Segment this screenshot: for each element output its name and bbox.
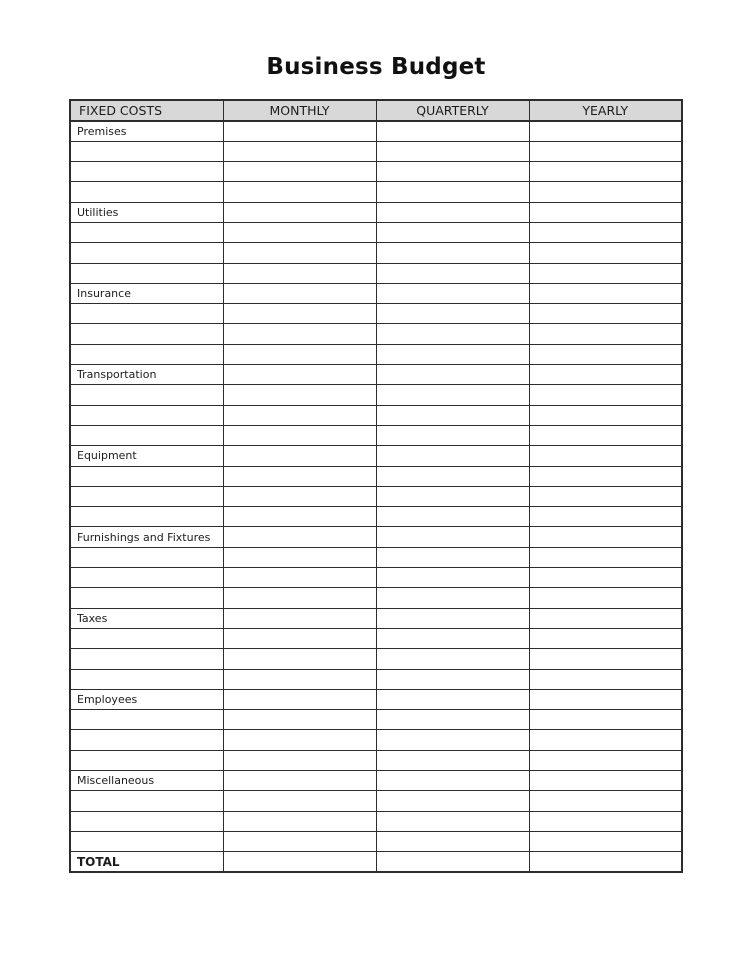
page-title: Business Budget [266, 54, 486, 80]
table-row [70, 121, 682, 141]
quarterly-value-cell[interactable] [376, 588, 529, 608]
monthly-value-cell[interactable] [223, 121, 376, 141]
table-row [70, 689, 682, 709]
table-row [70, 202, 682, 222]
quarterly-value-cell[interactable] [376, 750, 529, 770]
item-label-cell[interactable] [70, 791, 223, 811]
item-label-cell[interactable] [70, 304, 223, 324]
table-row [70, 608, 682, 628]
table-row [70, 324, 682, 344]
quarterly-value-cell[interactable] [376, 628, 529, 648]
monthly-value-cell[interactable] [223, 304, 376, 324]
table-row [70, 222, 682, 242]
item-label-cell[interactable] [70, 486, 223, 506]
monthly-value-cell[interactable] [223, 243, 376, 263]
quarterly-value-cell[interactable] [376, 527, 529, 547]
item-label-cell[interactable] [70, 628, 223, 648]
monthly-value-cell[interactable] [223, 385, 376, 405]
quarterly-value-cell[interactable] [376, 405, 529, 425]
table-row [70, 344, 682, 364]
yearly-value-cell[interactable] [529, 405, 682, 425]
table-row [70, 771, 682, 791]
quarterly-value-cell[interactable] [376, 283, 529, 303]
monthly-value-cell[interactable] [223, 283, 376, 303]
item-label-cell[interactable] [70, 507, 223, 527]
monthly-value-cell[interactable] [223, 405, 376, 425]
quarterly-value-cell[interactable] [376, 710, 529, 730]
category-label-cell: Taxes [70, 608, 223, 628]
quarterly-value-cell[interactable] [376, 852, 529, 872]
quarterly-value-cell[interactable] [376, 791, 529, 811]
table-row [70, 750, 682, 770]
quarterly-value-cell[interactable] [376, 547, 529, 567]
table-row [70, 588, 682, 608]
column-header-monthly: MONTHLY [223, 100, 376, 121]
quarterly-value-cell[interactable] [376, 689, 529, 709]
yearly-value-cell[interactable] [529, 588, 682, 608]
category-label-cell: Premises [70, 121, 223, 141]
category-label-cell: Miscellaneous [70, 771, 223, 791]
quarterly-value-cell[interactable] [376, 202, 529, 222]
table-row [70, 243, 682, 263]
item-label-cell[interactable] [70, 730, 223, 750]
monthly-value-cell[interactable] [223, 466, 376, 486]
yearly-value-cell[interactable] [529, 730, 682, 750]
item-label-cell[interactable] [70, 588, 223, 608]
yearly-value-cell[interactable] [529, 689, 682, 709]
quarterly-value-cell[interactable] [376, 182, 529, 202]
monthly-value-cell[interactable] [223, 771, 376, 791]
quarterly-value-cell[interactable] [376, 385, 529, 405]
monthly-value-cell[interactable] [223, 649, 376, 669]
yearly-value-cell[interactable] [529, 486, 682, 506]
category-label-cell: Employees [70, 689, 223, 709]
yearly-value-cell[interactable] [529, 121, 682, 141]
table-row [70, 710, 682, 730]
monthly-value-cell[interactable] [223, 568, 376, 588]
yearly-value-cell[interactable] [529, 750, 682, 770]
quarterly-value-cell[interactable] [376, 243, 529, 263]
quarterly-value-cell[interactable] [376, 222, 529, 242]
monthly-value-cell[interactable] [223, 446, 376, 466]
table-row [70, 162, 682, 182]
item-label-cell[interactable] [70, 263, 223, 283]
yearly-value-cell[interactable] [529, 791, 682, 811]
header-row [70, 100, 682, 121]
monthly-value-cell[interactable] [223, 486, 376, 506]
table-row [70, 304, 682, 324]
monthly-value-cell[interactable] [223, 588, 376, 608]
monthly-value-cell[interactable] [223, 628, 376, 648]
table-row [70, 446, 682, 466]
yearly-value-cell[interactable] [529, 202, 682, 222]
quarterly-value-cell[interactable] [376, 466, 529, 486]
table-row [70, 811, 682, 831]
table-row [70, 182, 682, 202]
yearly-value-cell[interactable] [529, 324, 682, 344]
category-label-cell: Utilities [70, 202, 223, 222]
yearly-value-cell[interactable] [529, 425, 682, 445]
quarterly-value-cell[interactable] [376, 304, 529, 324]
monthly-value-cell[interactable] [223, 425, 376, 445]
yearly-value-cell[interactable] [529, 527, 682, 547]
quarterly-value-cell[interactable] [376, 507, 529, 527]
table-row [70, 283, 682, 303]
monthly-value-cell[interactable] [223, 162, 376, 182]
monthly-value-cell[interactable] [223, 689, 376, 709]
monthly-value-cell[interactable] [223, 547, 376, 567]
monthly-value-cell[interactable] [223, 750, 376, 770]
monthly-value-cell[interactable] [223, 791, 376, 811]
table-row [70, 385, 682, 405]
yearly-value-cell[interactable] [529, 710, 682, 730]
table-row [70, 628, 682, 648]
item-label-cell[interactable] [70, 669, 223, 689]
item-label-cell[interactable] [70, 710, 223, 730]
table-row [70, 263, 682, 283]
table-row [70, 466, 682, 486]
yearly-value-cell[interactable] [529, 628, 682, 648]
column-header-quarterly: QUARTERLY [376, 100, 529, 121]
quarterly-value-cell[interactable] [376, 608, 529, 628]
quarterly-value-cell[interactable] [376, 831, 529, 851]
quarterly-value-cell[interactable] [376, 771, 529, 791]
table-row [70, 730, 682, 750]
item-label-cell[interactable] [70, 649, 223, 669]
quarterly-value-cell[interactable] [376, 263, 529, 283]
yearly-value-cell[interactable] [529, 283, 682, 303]
yearly-value-cell[interactable] [529, 222, 682, 242]
yearly-value-cell[interactable] [529, 811, 682, 831]
budget-table-body [70, 121, 682, 872]
column-header-fixed-costs: FIXED COSTS [70, 100, 223, 121]
item-label-cell[interactable] [70, 568, 223, 588]
table-row [70, 405, 682, 425]
monthly-value-cell[interactable] [223, 182, 376, 202]
quarterly-value-cell[interactable] [376, 344, 529, 364]
yearly-value-cell[interactable] [529, 507, 682, 527]
monthly-value-cell[interactable] [223, 365, 376, 385]
yearly-value-cell[interactable] [529, 263, 682, 283]
monthly-value-cell[interactable] [223, 527, 376, 547]
item-label-cell[interactable] [70, 243, 223, 263]
monthly-value-cell[interactable] [223, 852, 376, 872]
item-label-cell[interactable] [70, 385, 223, 405]
item-label-cell[interactable] [70, 547, 223, 567]
item-label-cell[interactable] [70, 141, 223, 161]
budget-table-grid [69, 99, 683, 873]
table-row [70, 669, 682, 689]
table-row [70, 507, 682, 527]
table-row [70, 486, 682, 506]
table-row [70, 527, 682, 547]
yearly-value-cell[interactable] [529, 162, 682, 182]
yearly-value-cell[interactable] [529, 365, 682, 385]
monthly-value-cell[interactable] [223, 507, 376, 527]
yearly-value-cell[interactable] [529, 852, 682, 872]
budget-table-header [70, 100, 682, 121]
table-row [70, 831, 682, 851]
monthly-value-cell[interactable] [223, 324, 376, 344]
monthly-value-cell[interactable] [223, 831, 376, 851]
yearly-value-cell[interactable] [529, 182, 682, 202]
category-label-cell: Transportation [70, 365, 223, 385]
table-row [70, 791, 682, 811]
category-label-cell: Equipment [70, 446, 223, 466]
item-label-cell[interactable] [70, 182, 223, 202]
yearly-value-cell[interactable] [529, 385, 682, 405]
quarterly-value-cell[interactable] [376, 365, 529, 385]
monthly-value-cell[interactable] [223, 710, 376, 730]
yearly-value-cell[interactable] [529, 466, 682, 486]
item-label-cell[interactable] [70, 811, 223, 831]
table-row [70, 649, 682, 669]
yearly-value-cell[interactable] [529, 547, 682, 567]
monthly-value-cell[interactable] [223, 141, 376, 161]
yearly-value-cell[interactable] [529, 649, 682, 669]
monthly-value-cell[interactable] [223, 669, 376, 689]
yearly-value-cell[interactable] [529, 831, 682, 851]
total-row [70, 852, 682, 872]
yearly-value-cell[interactable] [529, 771, 682, 791]
total-label-cell: TOTAL [70, 852, 223, 872]
item-label-cell[interactable] [70, 405, 223, 425]
category-label-cell: Insurance [70, 283, 223, 303]
quarterly-value-cell[interactable] [376, 811, 529, 831]
yearly-value-cell[interactable] [529, 568, 682, 588]
table-row [70, 141, 682, 161]
quarterly-value-cell[interactable] [376, 162, 529, 182]
monthly-value-cell[interactable] [223, 344, 376, 364]
quarterly-value-cell[interactable] [376, 649, 529, 669]
item-label-cell[interactable] [70, 162, 223, 182]
item-label-cell[interactable] [70, 425, 223, 445]
monthly-value-cell[interactable] [223, 263, 376, 283]
monthly-value-cell[interactable] [223, 202, 376, 222]
category-label-cell: Furnishings and Fixtures [70, 527, 223, 547]
quarterly-value-cell[interactable] [376, 324, 529, 344]
yearly-value-cell[interactable] [529, 243, 682, 263]
item-label-cell[interactable] [70, 750, 223, 770]
item-label-cell[interactable] [70, 222, 223, 242]
table-row [70, 568, 682, 588]
table-row [70, 365, 682, 385]
yearly-value-cell[interactable] [529, 141, 682, 161]
yearly-value-cell[interactable] [529, 304, 682, 324]
quarterly-value-cell[interactable] [376, 121, 529, 141]
monthly-value-cell[interactable] [223, 608, 376, 628]
monthly-value-cell[interactable] [223, 811, 376, 831]
quarterly-value-cell[interactable] [376, 669, 529, 689]
yearly-value-cell[interactable] [529, 608, 682, 628]
quarterly-value-cell[interactable] [376, 446, 529, 466]
monthly-value-cell[interactable] [223, 222, 376, 242]
item-label-cell[interactable] [70, 324, 223, 344]
table-row [70, 425, 682, 445]
column-header-yearly: YEARLY [529, 100, 682, 121]
item-label-cell[interactable] [70, 466, 223, 486]
monthly-value-cell[interactable] [223, 730, 376, 750]
table-row [70, 547, 682, 567]
item-label-cell[interactable] [70, 831, 223, 851]
quarterly-value-cell[interactable] [376, 730, 529, 750]
quarterly-value-cell[interactable] [376, 568, 529, 588]
yearly-value-cell[interactable] [529, 446, 682, 466]
quarterly-value-cell[interactable] [376, 486, 529, 506]
yearly-value-cell[interactable] [529, 669, 682, 689]
quarterly-value-cell[interactable] [376, 141, 529, 161]
quarterly-value-cell[interactable] [376, 425, 529, 445]
budget-table [69, 99, 683, 873]
item-label-cell[interactable] [70, 344, 223, 364]
yearly-value-cell[interactable] [529, 344, 682, 364]
